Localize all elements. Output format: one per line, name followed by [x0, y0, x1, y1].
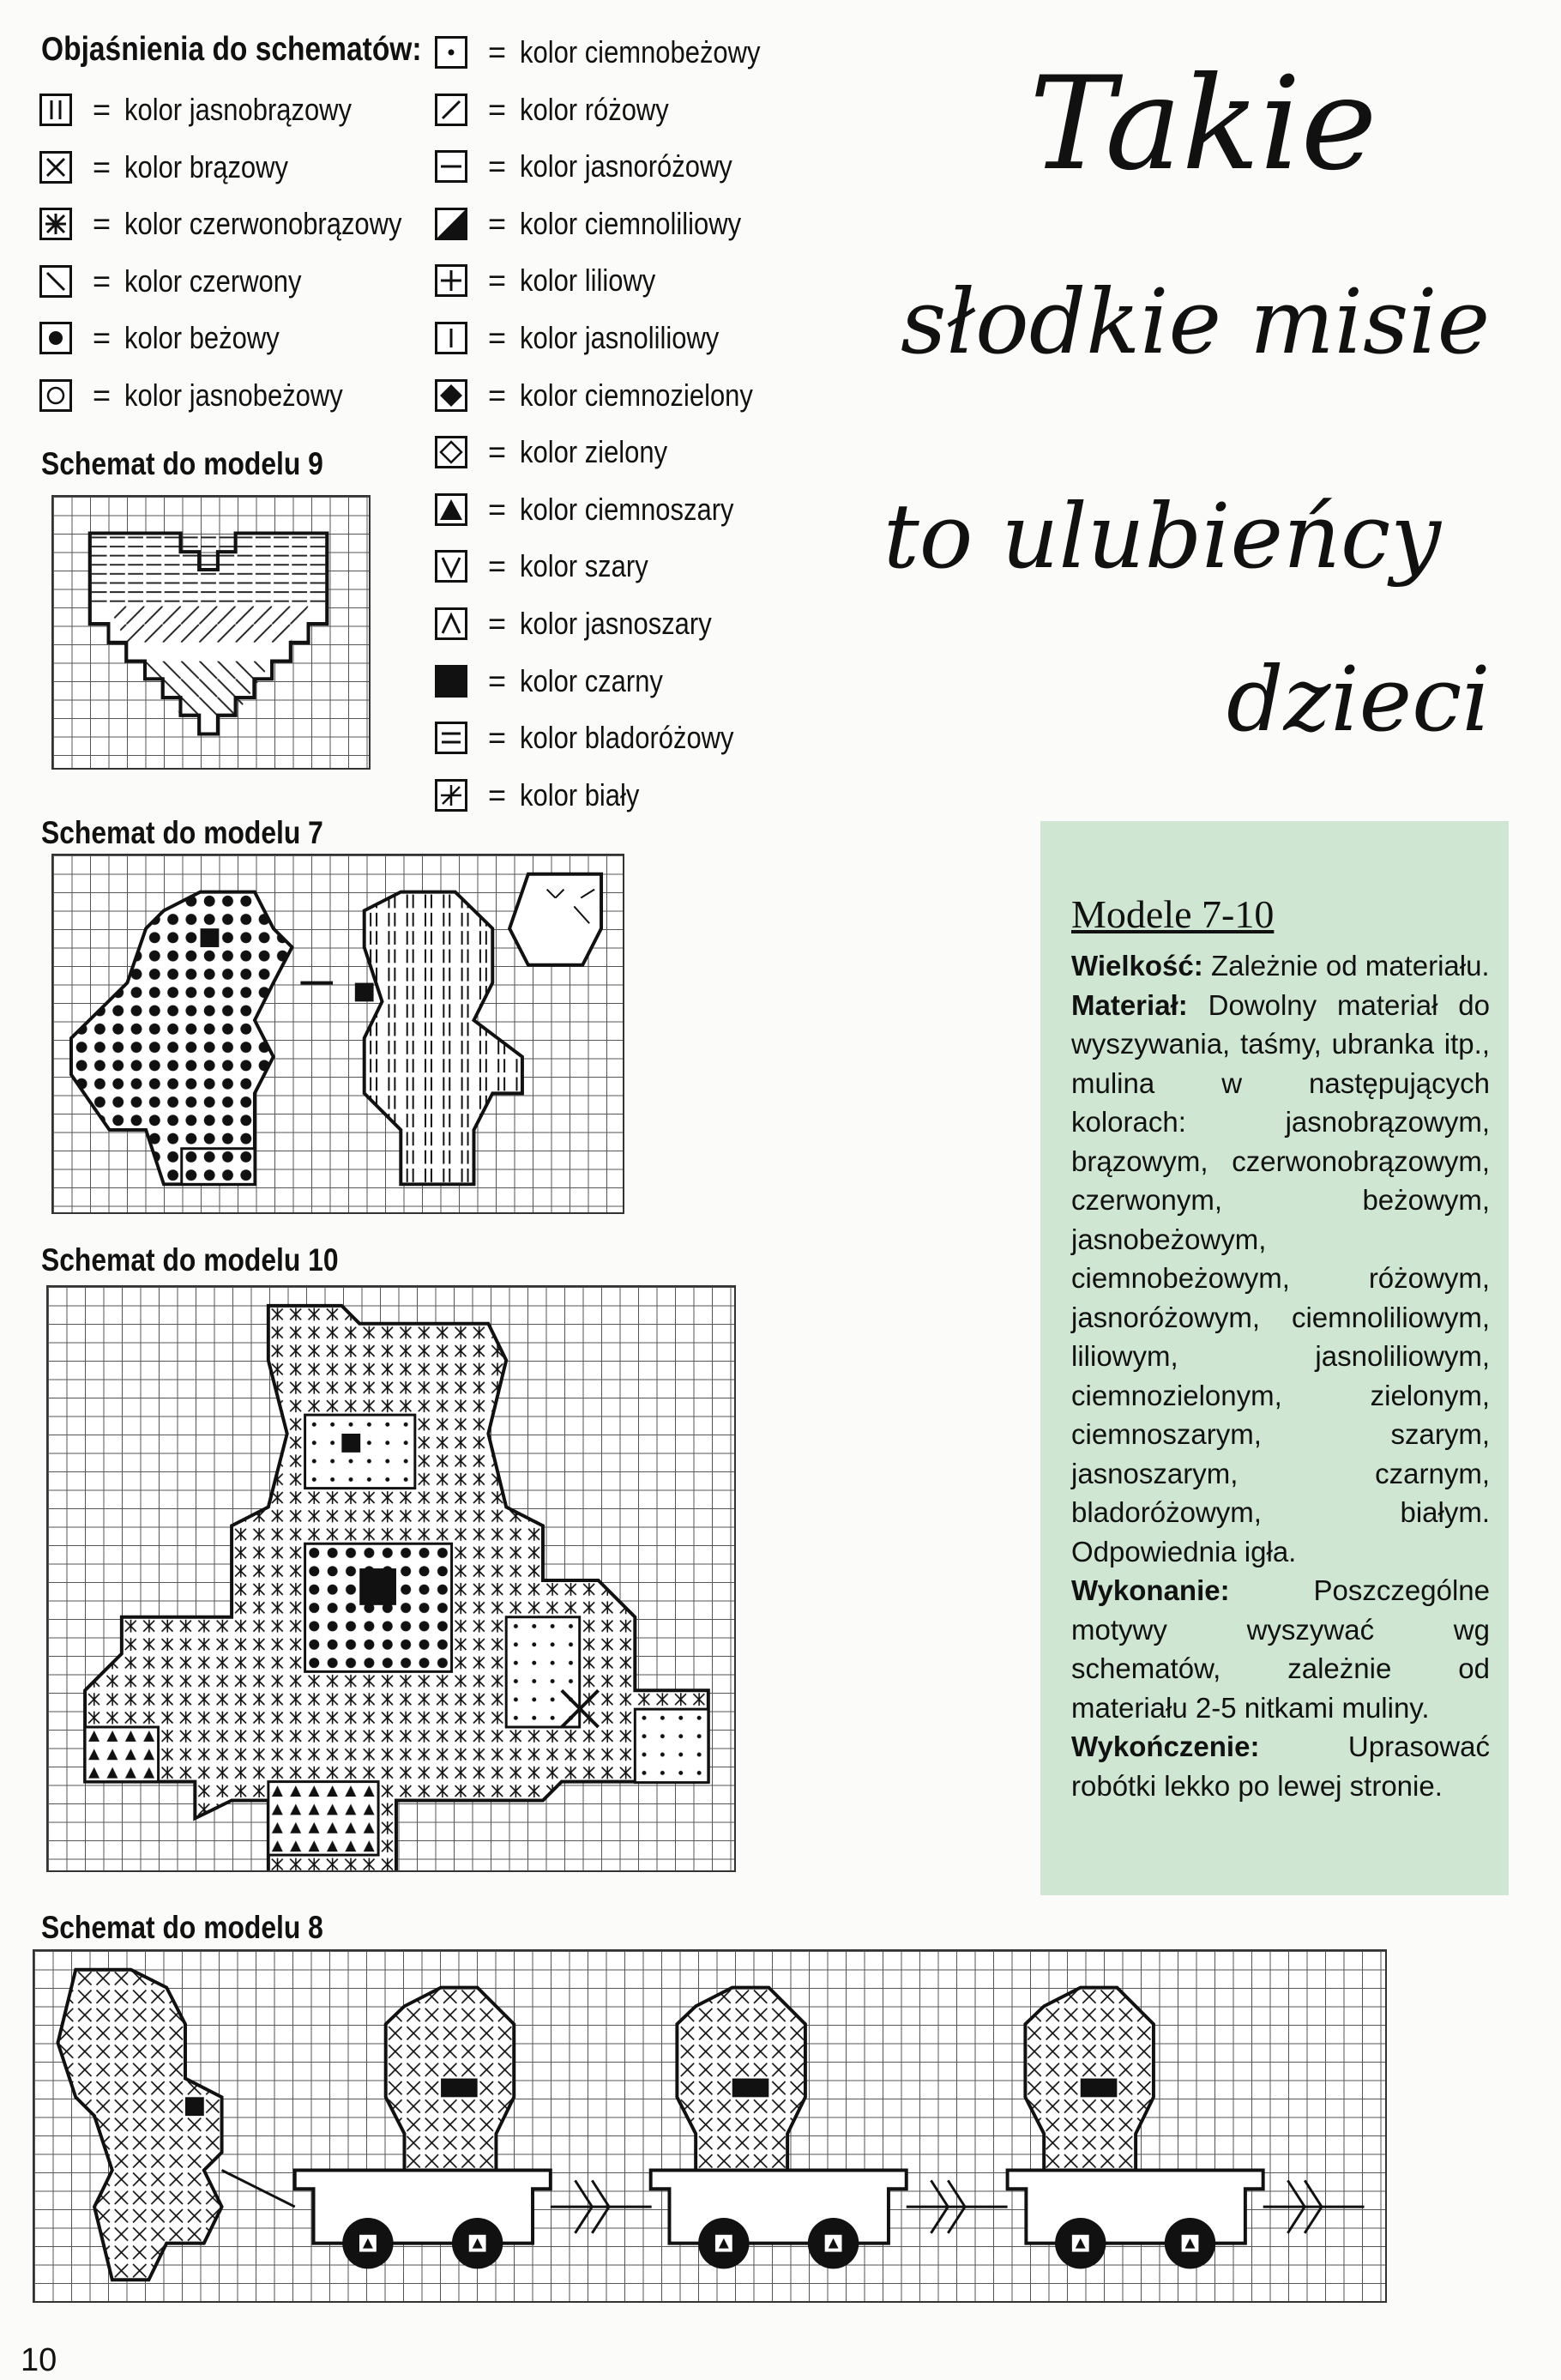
- legend-label: kolor jasnobrązowy: [124, 92, 353, 127]
- legend-title: Objaśnienia do schematów:: [41, 31, 422, 68]
- legend-row: [435, 202, 777, 245]
- legend-equals: =: [488, 491, 507, 527]
- caret-icon: [435, 607, 467, 640]
- work-text: Poszczególne motywy wyszywać wg schematów, zależnie od materiału 2-5 nitkami muliny.: [1071, 1574, 1490, 1724]
- half-triangle-icon: [435, 208, 467, 240]
- legend-label: kolor zielony: [520, 434, 668, 470]
- legend-label: kolor szary: [520, 548, 648, 584]
- page-number: 10: [21, 2342, 57, 2378]
- bear-nose: [1081, 2079, 1118, 2098]
- legend-equals: =: [488, 263, 507, 299]
- legend-label: kolor brązowy: [124, 148, 289, 184]
- wagon-coupling: [1263, 2180, 1365, 2232]
- legend-equals: =: [488, 434, 507, 470]
- legend-equals: =: [488, 720, 507, 756]
- plus-icon: [435, 264, 467, 297]
- minus-icon: [435, 150, 467, 183]
- work-label: Wykonanie:: [1071, 1574, 1230, 1606]
- legend-row: [39, 88, 389, 131]
- heading-line-3: to ulubieńcy: [883, 484, 1442, 589]
- legend-label: kolor ciemnoszary: [520, 491, 734, 527]
- filled-square-icon: [435, 665, 467, 698]
- chart-grid-model-10: [46, 1285, 736, 1872]
- chart-grid-model-8: [33, 1949, 1387, 2303]
- legend-label: kolor bladoróżowy: [520, 720, 734, 756]
- legend-equals: =: [488, 91, 507, 127]
- legend-equals: =: [488, 548, 507, 584]
- legend-label: kolor ciemnozielony: [520, 377, 753, 413]
- legend-equals: =: [93, 92, 112, 127]
- bear-train-pattern: [34, 1951, 1385, 2301]
- wagon-coupling: [907, 2180, 1008, 2232]
- legend-label: kolor ciemnobeżowy: [520, 34, 761, 69]
- small-dot-icon: [435, 36, 467, 69]
- size-label: Wielkość:: [1071, 950, 1203, 982]
- legend-equals: =: [488, 34, 507, 69]
- legend-row: [435, 259, 678, 302]
- legend-row: [39, 374, 378, 417]
- legend-label: kolor jasnoliliowy: [520, 320, 720, 355]
- legend-row: [39, 146, 315, 189]
- two-bears-pattern: [53, 855, 623, 1212]
- legend-row: [435, 374, 791, 417]
- legend-label: kolor czerwony: [124, 263, 302, 299]
- asterisk-icon: [39, 208, 72, 240]
- plus-slash-icon: [435, 779, 467, 812]
- legend-equals: =: [93, 206, 112, 242]
- legend-label: kolor biały: [520, 776, 640, 812]
- legend-row: [435, 774, 659, 817]
- double-line-icon: [435, 722, 467, 754]
- legend-row: [435, 602, 743, 645]
- legend-equals: =: [488, 148, 507, 184]
- legend-equals: =: [93, 263, 112, 299]
- wagon: [1008, 2170, 1263, 2243]
- legend-row: [435, 660, 686, 703]
- heart-pattern: [53, 497, 369, 768]
- schematic-title-model-8: Schemat do modelu 8: [41, 1910, 323, 1945]
- size-text: Zależnie od materiału.: [1210, 950, 1490, 982]
- schematic-title-model-7: Schemat do modelu 7: [41, 815, 323, 850]
- double-bar-icon: [39, 94, 72, 126]
- legend-label: kolor czarny: [520, 662, 663, 698]
- legend-row: [435, 716, 768, 759]
- legend-equals: =: [93, 320, 112, 356]
- legend-label: kolor beżowy: [124, 320, 280, 356]
- legend-row: [39, 202, 447, 245]
- legend-row: [435, 488, 768, 531]
- legend-label: kolor jasnobeżowy: [124, 378, 343, 413]
- legend-row: [435, 145, 767, 188]
- info-title: Modele 7-10: [1071, 892, 1275, 936]
- model-info-box: [1040, 821, 1509, 1895]
- slash-icon: [435, 94, 467, 126]
- legend-row: [435, 31, 799, 74]
- wagon: [651, 2170, 907, 2243]
- legend-equals: =: [488, 320, 507, 355]
- finish-label: Wykończenie:: [1071, 1731, 1260, 1762]
- heading-line-1: Takie: [1029, 50, 1377, 199]
- bear-with-blocks-pattern: [48, 1287, 734, 1870]
- filled-triangle-icon: [435, 493, 467, 526]
- single-bar-icon: [435, 322, 467, 354]
- backslash-icon: [39, 265, 72, 298]
- chart-grid-model-7: [51, 854, 624, 1214]
- legend-label: kolor różowy: [520, 91, 669, 127]
- legend-label: kolor ciemnoliliowy: [520, 205, 742, 241]
- bear-nose: [732, 2079, 769, 2098]
- filled-diamond-icon: [435, 379, 467, 412]
- circle-icon: [39, 379, 72, 412]
- legend-equals: =: [488, 606, 507, 641]
- legend-row: [435, 545, 669, 588]
- legend-equals: =: [488, 377, 507, 413]
- legend-label: kolor jasnoszary: [520, 606, 712, 641]
- v-icon: [435, 550, 467, 583]
- bear-nose: [441, 2079, 478, 2098]
- legend-row: [39, 317, 304, 359]
- heading-line-4: dzieci: [1226, 647, 1491, 752]
- material-text: Dowolny materiał do wyszywania, taśmy, ubranka itp., mulina w następujących kolorach: jasnobrązowym, brązowym, czerwonobrązowym, czerwonym, beżowym, jasnobeżowym, ciemnobeżowym, różowym, jasnoróżowym, ciemnoliliowym, liliowym, jasnoliliowym, ciemnozielonym, zielonym, ciemnoszarym, szarym, jasnoszarym, czarnym, bladoróżowym, białym. Odpowiednia igła.: [1071, 988, 1491, 1568]
- legend-equals: =: [488, 776, 507, 812]
- legend-label: kolor jasnoróżowy: [520, 148, 732, 184]
- finish-text: Uprasować robótki lekko po lewej stronie.: [1071, 1731, 1490, 1802]
- legend-equals: =: [93, 148, 112, 184]
- legend-label: kolor czerwonobrązowy: [124, 206, 402, 242]
- legend-row: [39, 260, 330, 303]
- legend-label: kolor liliowy: [520, 263, 656, 299]
- wagon-coupling: [551, 2180, 652, 2232]
- info-body: [1071, 946, 1490, 1805]
- legend-row: [435, 317, 751, 359]
- diamond-icon: [435, 436, 467, 468]
- schematic-title-model-10: Schemat do modelu 10: [41, 1242, 339, 1278]
- filled-dot-icon: [39, 322, 72, 354]
- wagon: [295, 2170, 551, 2243]
- heading-line-2: słodkie misie: [901, 269, 1491, 374]
- legend-equals: =: [488, 205, 507, 241]
- schematic-title-model-9: Schemat do modelu 9: [41, 446, 323, 481]
- legend-row: [435, 88, 693, 131]
- x-cross-icon: [39, 151, 72, 184]
- chart-grid-model-9: [51, 495, 371, 770]
- legend-equals: =: [93, 378, 112, 413]
- legend-equals: =: [488, 662, 507, 698]
- material-label: Materiał:: [1071, 988, 1188, 1021]
- legend-row: [435, 431, 691, 474]
